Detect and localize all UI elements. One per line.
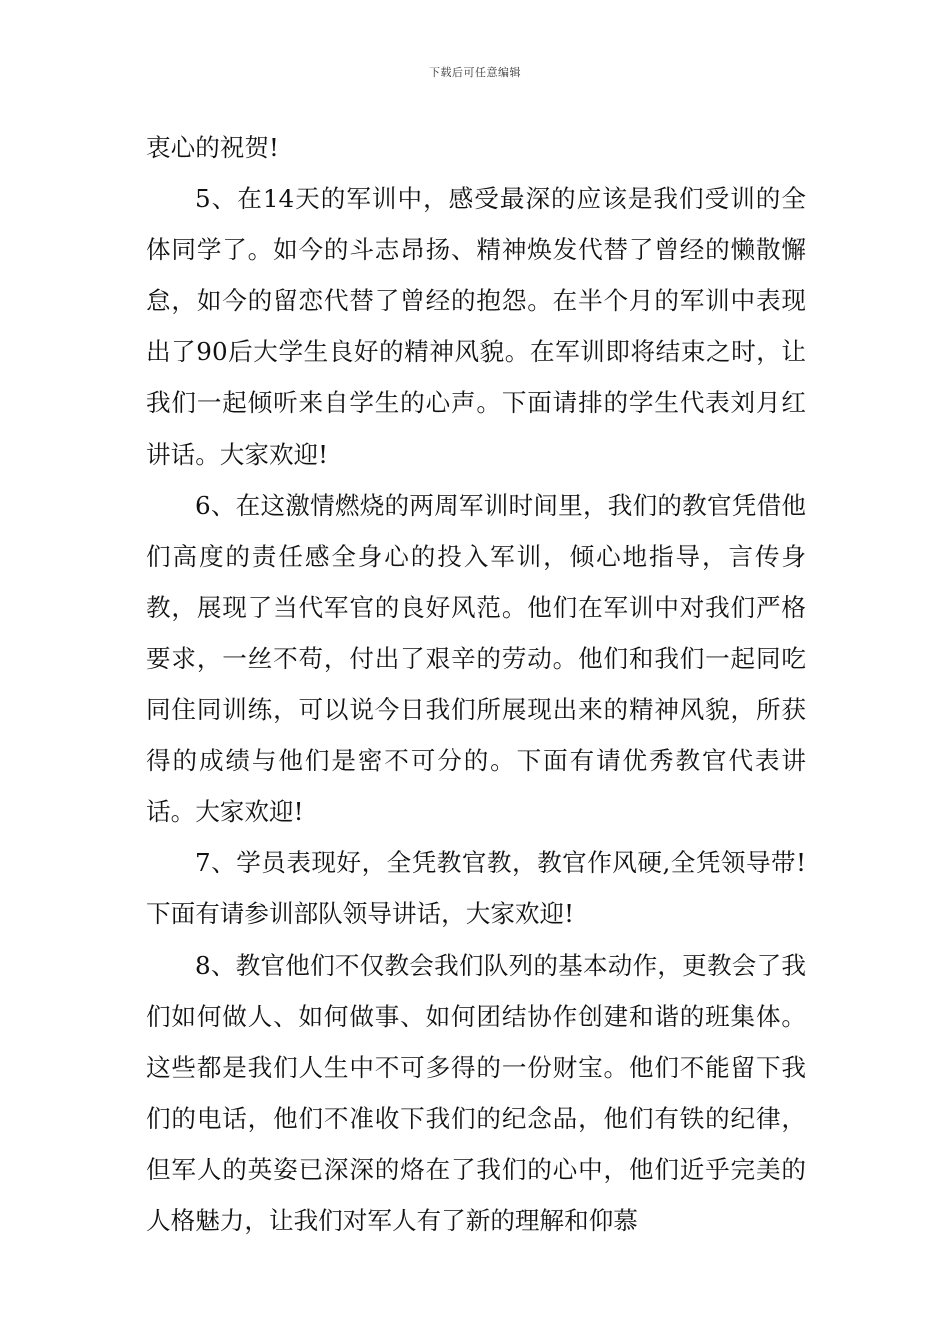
paragraph-closing-line: 衷心的祝贺! [146,133,279,162]
paragraph-item-7: 7、学员表现好，全凭教官教，教官作风硬,全凭领导带!下面有请参训部队领导讲话，大家欢迎! [146,848,806,929]
page-header-note: 下载后可任意编辑 [429,66,521,79]
paragraph-item-8: 8、教官他们不仅教会我们队列的基本动作，更教会了我们如何做人、如何做事、如何团结协作创建和谐的班集体。这些都是我们人生中不可多得的一份财宝。他们不能留下我们的电话，他们不准收下我们的纪念品，他们有铁的纪律，但军人的英姿已深深的烙在了我们的心中，他们近乎完美的人格魅力，让我们对军人有了新的理解和仰慕 [146,950,806,1235]
document-body [146,122,806,1246]
paragraph-item-6: 6、在这激情燃烧的两周军训时间里，我们的教官凭借他们高度的责任感全身心的投入军训，倾心地指导，言传身教，展现了当代军官的良好风范。他们在军训中对我们严格要求，一丝不苟，付出了艰辛的劳动。他们和我们一起同吃同住同训练，可以说今日我们所展现出来的精神风貌，所获得的成绩与他们是密不可分的。下面有请优秀教官代表讲话。大家欢迎! [146,490,806,827]
paragraph-item-5: 5、在14天的军训中，感受最深的应该是我们受训的全体同学了。如今的斗志昂扬、精神焕发代替了曾经的懒散懈怠，如今的留恋代替了曾经的抱怨。在半个月的军训中表现出了90后大学生良好的精神风貌。在军训即将结束之时，让我们一起倾听来自学生的心声。下面请排的学生代表刘月红讲话。大家欢迎! [146,184,806,469]
